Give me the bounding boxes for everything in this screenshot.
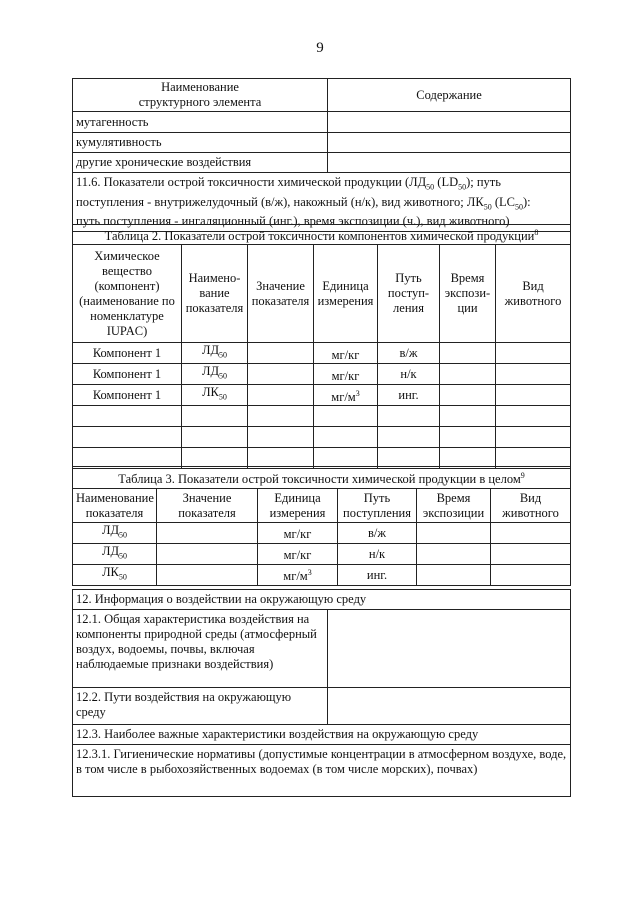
- t3-header-value: Значение показателя: [157, 489, 258, 523]
- t3-header-time: Время экспозиции: [417, 489, 491, 523]
- row-label: мутагенность: [73, 112, 328, 133]
- t2-header-unit: Единица измерения: [314, 245, 378, 343]
- header-name-cell: [73, 79, 328, 112]
- table2-caption: Таблица 2. Показатели острой токсичности компонентов химической продукции$^8$: [73, 225, 571, 245]
- row-value: [328, 133, 571, 153]
- t2-header-component: Химическое вещество (компонент) (наименование по номенклатуре IUPAC): [73, 245, 182, 343]
- section-12-2-value: [328, 688, 571, 725]
- section-12-1-value: [328, 610, 571, 688]
- section-12-3-title: 12.3. Наиболее важные характеристики воздействия на окружающую среду: [73, 725, 571, 745]
- toxicity-product-table: [72, 466, 570, 586]
- t2-header-animal: Вид животного: [496, 245, 571, 343]
- table-row: $ЛД_{50}$ мг/кг в/ж: [73, 523, 571, 544]
- header-content-cell: Содержание: [328, 79, 571, 112]
- table-row: Компонент 1 $ЛД_{50}$ мг/кг в/ж: [73, 343, 571, 364]
- section-12-1-label: 12.1. Общая характеристика воздействия на компоненты природной среды (атмосферный воздух, водоемы, почвы, включая наблюдаемые признаки воздействия): [73, 610, 328, 688]
- t3-header-route: Путь поступления: [338, 489, 417, 523]
- t3-header-unit: Единица измерения: [258, 489, 338, 523]
- structure-table: [72, 78, 570, 232]
- t2-header-value: Значение показателя: [248, 245, 314, 343]
- t3-header-animal: Вид животного: [491, 489, 571, 523]
- section-12-2-label: 12.2. Пути воздействия на окружающую среду: [73, 688, 328, 725]
- section-12-3-1: 12.3.1. Гигиенические нормативы (допустимые концентрации в атмосферном воздухе, воде, в том числе в рыбохозяйственных водоемах (в том числе морских), почвах): [73, 745, 571, 797]
- table-row-empty: [73, 427, 571, 448]
- environment-section: [72, 589, 570, 797]
- row-label: другие хронические воздействия: [73, 153, 328, 173]
- table3-caption: Таблица 3. Показатели острой токсичности химической продукции в целом$^9$: [73, 467, 571, 489]
- table-row: $ЛК_{50}$ $мг/м^3$ инг.: [73, 565, 571, 586]
- header-name-line1: Наименование: [161, 80, 239, 94]
- row-value: [328, 112, 571, 133]
- t2-header-indicator: Наимено-вание показателя: [182, 245, 248, 343]
- toxicity-components-table: [72, 224, 570, 469]
- t2-header-time: Время экспози-ции: [440, 245, 496, 343]
- t3-header-indicator: Наименование показателя: [73, 489, 157, 523]
- table-row: $ЛД_{50}$ мг/кг н/к: [73, 544, 571, 565]
- t2-header-route: Путь поступ-ления: [378, 245, 440, 343]
- section-12-title: 12. Информация о воздействии на окружающую среду: [73, 590, 571, 610]
- table-row-empty: [73, 406, 571, 427]
- header-name-line2: структурного элемента: [138, 95, 262, 109]
- table-row: Компонент 1 $ЛД_{50}$ мг/кг н/к: [73, 364, 571, 385]
- section-11-6: 11.6. Показатели острой токсичности химической продукции ($ЛД_{50}$ $(LD_{50})$; путь поступления - внутрижелудочный (в/ж), накожный (н/к), вид животного; $ЛК_{50}$ $(LC_{50})$: путь поступления - ингаляционный (инг.), время экспозиции (ч.), вид животного): [73, 173, 571, 232]
- row-label: кумулятивность: [73, 133, 328, 153]
- page-number: 9: [316, 40, 324, 56]
- row-value: [328, 153, 571, 173]
- table-row: Компонент 1 $ЛК_{50}$ $мг/м^3$ инг.: [73, 385, 571, 406]
